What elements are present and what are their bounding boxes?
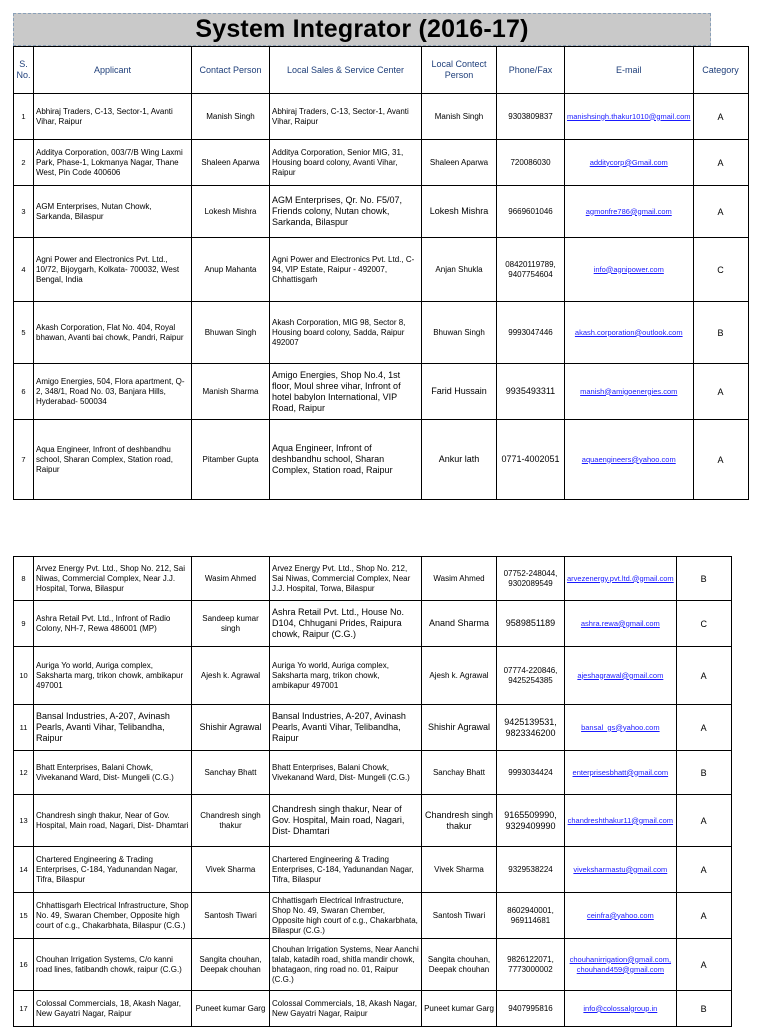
cell-contact: Manish Sharma <box>192 364 270 420</box>
cell-sno: 14 <box>14 847 34 893</box>
table-row <box>14 140 749 186</box>
email-link[interactable]: ashra.rewa@gmail.com <box>565 601 677 647</box>
cell-center: Bhatt Enterprises, Balani Chowk, Vivekanand Ward, Dist- Mungeli (C.G.) <box>270 751 422 795</box>
cell-category: A <box>693 94 748 140</box>
cell-contact: Puneet kumar Garg <box>192 991 270 1027</box>
cell-category: A <box>676 795 731 847</box>
table-row <box>14 991 732 1027</box>
cell-contact: Bhuwan Singh <box>192 302 270 364</box>
table-row <box>14 302 749 364</box>
cell-phone: 9303809837 <box>497 94 565 140</box>
header-local-contact: Local Contect Person <box>422 47 497 94</box>
email-link[interactable]: info@colossalgroup.in <box>565 991 677 1027</box>
cell-contact: Chandresh singh thakur <box>192 795 270 847</box>
email-link[interactable]: ajeshagrawal@gmail.com <box>565 647 677 705</box>
cell-category: A <box>676 893 731 939</box>
cell-center: AGM Enterprises, Qr. No. F5/07, Friends colony, Nutan chowk, Sarkanda, Bilaspur <box>270 186 422 238</box>
title-bar <box>13 13 711 46</box>
table-row <box>14 186 749 238</box>
email-link[interactable]: info@agnipower.com <box>565 238 694 302</box>
table-row <box>14 939 732 991</box>
cell-applicant: Arvez Energy Pvt. Ltd., Shop No. 212, Sai Niwas, Commercial Complex, Near J.J. Hospital, Torwa, Bilaspur <box>34 557 192 601</box>
cell-category: A <box>693 420 748 500</box>
table-row <box>14 705 732 751</box>
cell-contact: Wasim Ahmed <box>192 557 270 601</box>
cell-center: Agni Power and Electronics Pvt. Ltd., C-94, VIP Estate, Raipur - 492007, Chhattisgarh <box>270 238 422 302</box>
email-link[interactable]: manishsingh.thakur1010@gmail.com <box>565 94 694 140</box>
cell-contact: Shishir Agrawal <box>192 705 270 751</box>
cell-local-contact: Shishir Agrawal <box>422 705 497 751</box>
cell-sno: 15 <box>14 893 34 939</box>
cell-phone: 9589851189 <box>497 601 565 647</box>
email-link[interactable]: enterprisesbhatt@gmail.com <box>565 751 677 795</box>
cell-sno: 1 <box>14 94 34 140</box>
cell-phone: 07774-220846, 9425254385 <box>497 647 565 705</box>
cell-category: A <box>676 705 731 751</box>
header-row <box>14 47 749 94</box>
email-link[interactable]: ceinfra@yahoo.com <box>565 893 677 939</box>
cell-category: A <box>676 647 731 705</box>
cell-applicant: AGM Enterprises, Nutan Chowk, Sarkanda, Bilaspur <box>34 186 192 238</box>
header-center: Local Sales & Service Center <box>270 47 422 94</box>
cell-category: C <box>693 238 748 302</box>
cell-local-contact: Bhuwan Singh <box>422 302 497 364</box>
table-row <box>14 420 749 500</box>
cell-sno: 5 <box>14 302 34 364</box>
cell-applicant: Auriga Yo world, Auriga complex, Saksharta marg, trikon chowk, ambikapur 497001 <box>34 647 192 705</box>
email-link[interactable]: additycorp@Gmail.com <box>565 140 694 186</box>
cell-category: A <box>676 847 731 893</box>
integrator-table-2 <box>13 556 732 1027</box>
cell-applicant: Agni Power and Electronics Pvt. Ltd., 10/72, Bijoygarh, Kolkata- 700032, West Bengal, India <box>34 238 192 302</box>
cell-contact: Shaleen Aparwa <box>192 140 270 186</box>
email-link[interactable]: chandreshthakur11@gmail.com <box>565 795 677 847</box>
cell-sno: 17 <box>14 991 34 1027</box>
cell-sno: 9 <box>14 601 34 647</box>
cell-local-contact: Shaleen Aparwa <box>422 140 497 186</box>
cell-phone: 9826122071, 7773000002 <box>497 939 565 991</box>
email-link[interactable]: bansal_gs@yahoo.com <box>565 705 677 751</box>
cell-phone: 9329538224 <box>497 847 565 893</box>
email-link[interactable]: agmonfre786@gmail.com <box>565 186 694 238</box>
cell-center: Additya Corporation, Senior MIG, 31, Housing board colony, Avanti Vihar, Raipur <box>270 140 422 186</box>
cell-center: Aqua Engineer, Infront of deshbandhu school, Sharan Complex, Station road, Raipur <box>270 420 422 500</box>
header-phone: Phone/Fax <box>497 47 565 94</box>
cell-phone: 9425139531, 9823346200 <box>497 705 565 751</box>
cell-sno: 3 <box>14 186 34 238</box>
cell-applicant: Aqua Engineer, Infront of deshbandhu school, Sharan Complex, Station road, Raipur <box>34 420 192 500</box>
cell-contact: Lokesh Mishra <box>192 186 270 238</box>
cell-contact: Ajesh k. Agrawal <box>192 647 270 705</box>
cell-applicant: Akash Corporation, Flat No. 404, Royal bhawan, Avanti bai chowk, Pandri, Raipur <box>34 302 192 364</box>
cell-applicant: Abhiraj Traders, C-13, Sector-1, Avanti Vihar, Raipur <box>34 94 192 140</box>
table-row <box>14 795 732 847</box>
cell-sno: 6 <box>14 364 34 420</box>
cell-applicant: Chhattisgarh Electrical Infrastructure, Shop No. 49, Swaran Chember, Opposite high court of c.g., Chakarbhata, Bilaspur (C.G.) <box>34 893 192 939</box>
cell-local-contact: Ajesh k. Agrawal <box>422 647 497 705</box>
cell-applicant: Chandresh singh thakur, Near of Gov. Hospital, Main road, Nagari, Dist- Dhamtari <box>34 795 192 847</box>
cell-applicant: Bhatt Enterprises, Balani Chowk, Vivekanand Ward, Dist- Mungeli (C.G.) <box>34 751 192 795</box>
cell-category: C <box>676 601 731 647</box>
cell-local-contact: Santosh Tiwari <box>422 893 497 939</box>
cell-local-contact: Anjan Shukla <box>422 238 497 302</box>
cell-applicant: Colossal Commercials, 18, Akash Nagar, New Gayatri Nagar, Raipur <box>34 991 192 1027</box>
cell-phone: 9993047446 <box>497 302 565 364</box>
table-row <box>14 601 732 647</box>
email-link[interactable]: arvezenergy.pvt.ltd.@gmail.com <box>565 557 677 601</box>
cell-sno: 2 <box>14 140 34 186</box>
cell-phone: 08420119789, 9407754604 <box>497 238 565 302</box>
cell-local-contact: Anand Sharma <box>422 601 497 647</box>
cell-phone: 9935493311 <box>497 364 565 420</box>
email-link[interactable]: aquaengineers@yahoo.com <box>565 420 694 500</box>
cell-local-contact: Lokesh Mishra <box>422 186 497 238</box>
cell-local-contact: Farid Hussain <box>422 364 497 420</box>
table-row <box>14 893 732 939</box>
cell-phone: 9993034424 <box>497 751 565 795</box>
table-row <box>14 94 749 140</box>
cell-center: Colossal Commercials, 18, Akash Nagar, New Gayatri Nagar, Raipur <box>270 991 422 1027</box>
cell-category: B <box>676 751 731 795</box>
cell-phone: 720086030 <box>497 140 565 186</box>
cell-category: A <box>676 939 731 991</box>
cell-local-contact: Sangita chouhan, Deepak chouhan <box>422 939 497 991</box>
header-contact: Contact Person <box>192 47 270 94</box>
cell-phone: 07752-248044, 9302089549 <box>497 557 565 601</box>
cell-contact: Sandeep kumar singh <box>192 601 270 647</box>
cell-sno: 13 <box>14 795 34 847</box>
cell-applicant: Chartered Engineering & Trading Enterprises, C-184, Yadunandan Nagar, Tifra, Bilaspur <box>34 847 192 893</box>
cell-center: Akash Corporation, MIG 98, Sector 8, Housing board colony, Sadda, Raipur 492007 <box>270 302 422 364</box>
cell-center: Chandresh singh thakur, Near of Gov. Hospital, Main road, Nagari, Dist- Dhamtari <box>270 795 422 847</box>
cell-local-contact: Vivek Sharma <box>422 847 497 893</box>
cell-phone: 0771-4002051 <box>497 420 565 500</box>
cell-sno: 4 <box>14 238 34 302</box>
table-row <box>14 647 732 705</box>
header-applicant: Applicant <box>34 47 192 94</box>
cell-category: A <box>693 364 748 420</box>
cell-contact: Sanchay Bhatt <box>192 751 270 795</box>
cell-local-contact: Ankur lath <box>422 420 497 500</box>
table-row <box>14 238 749 302</box>
cell-center: Abhiraj Traders, C-13, Sector-1, Avanti Vihar, Raipur <box>270 94 422 140</box>
cell-contact: Pitamber Gupta <box>192 420 270 500</box>
cell-center: Arvez Energy Pvt. Ltd., Shop No. 212, Sai Niwas, Commercial Complex, Near J.J. Hospital, Torwa, Bilaspur <box>270 557 422 601</box>
page-title: System Integrator (2016-17) <box>195 15 529 43</box>
cell-center: Chhattisgarh Electrical Infrastructure, Shop No. 49, Swaran Chember, Opposite high court of c.g., Chakarbhata, Bilaspur (C.G.) <box>270 893 422 939</box>
cell-phone: 9165509990, 9329409990 <box>497 795 565 847</box>
cell-sno: 16 <box>14 939 34 991</box>
table-row <box>14 557 732 601</box>
cell-sno: 12 <box>14 751 34 795</box>
cell-contact: Sangita chouhan, Deepak chouhan <box>192 939 270 991</box>
cell-category: A <box>693 140 748 186</box>
cell-category: B <box>676 557 731 601</box>
table-row <box>14 847 732 893</box>
cell-center: Chouhan Irrigation Systems, Near Aanchi talab, katadih road, shitla mandir chowk, bhatagaon, ring road no. 01, Raipur (C.G.) <box>270 939 422 991</box>
cell-sno: 8 <box>14 557 34 601</box>
cell-local-contact: Manish Singh <box>422 94 497 140</box>
header-sno: S. No. <box>14 47 34 94</box>
cell-local-contact: Sanchay Bhatt <box>422 751 497 795</box>
cell-contact: Vivek Sharma <box>192 847 270 893</box>
table-row <box>14 364 749 420</box>
cell-sno: 7 <box>14 420 34 500</box>
cell-phone: 9669601046 <box>497 186 565 238</box>
cell-sno: 11 <box>14 705 34 751</box>
cell-applicant: Chouhan Irrigation Systems, C/o kanni road lines, fatibandh chowk, raipur (C.G.) <box>34 939 192 991</box>
cell-local-contact: Chandresh singh thakur <box>422 795 497 847</box>
cell-category: B <box>676 991 731 1027</box>
table-row <box>14 751 732 795</box>
cell-center: Bansal Industries, A-207, Avinash Pearls, Avanti Vihar, Telibandha, Raipur <box>270 705 422 751</box>
cell-center: Chartered Engineering & Trading Enterprises, C-184, Yadunandan Nagar, Tifra, Bilaspur <box>270 847 422 893</box>
cell-phone: 8602940001, 969114681 <box>497 893 565 939</box>
cell-phone: 9407995816 <box>497 991 565 1027</box>
cell-center: Amigo Energies, Shop No.4, 1st floor, Moul shree vihar, Infront of hotel babylon International, VIP Road, Raipur <box>270 364 422 420</box>
cell-applicant: Bansal Industries, A-207, Avinash Pearls, Avanti Vihar, Telibandha, Raipur <box>34 705 192 751</box>
cell-category: A <box>693 186 748 238</box>
cell-contact: Anup Mahanta <box>192 238 270 302</box>
email-link[interactable]: viveksharmastu@gmail.com <box>565 847 677 893</box>
cell-center: Ashra Retail Pvt. Ltd., House No. D104, Chhugani Prides, Raipura chowk, Raipur (C.G.) <box>270 601 422 647</box>
cell-contact: Santosh Tiwari <box>192 893 270 939</box>
email-link[interactable]: chouhanirrigation@gmail.com, chouhand459@gmail.com <box>565 939 677 991</box>
cell-applicant: Amigo Energies, 504, Flora apartment, Q-2, 348/1, Road No. 03, Banjara Hills, Hyderabad- 500034 <box>34 364 192 420</box>
cell-local-contact: Puneet kumar Garg <box>422 991 497 1027</box>
cell-contact: Manish Singh <box>192 94 270 140</box>
header-email: E-mail <box>565 47 694 94</box>
cell-sno: 10 <box>14 647 34 705</box>
cell-applicant: Additya Corporation, 003/7/B Wing Laxmi Park, Phase-1, Lokmanya Nagar, Thane West, Pin Code 400606 <box>34 140 192 186</box>
cell-category: B <box>693 302 748 364</box>
header-category: Category <box>693 47 748 94</box>
cell-applicant: Ashra Retail Pvt. Ltd., Infront of Radio Colony, NH-7, Rewa 486001 (MP) <box>34 601 192 647</box>
cell-center: Auriga Yo world, Auriga complex, Saksharta marg, trikon chowk, ambikapur 497001 <box>270 647 422 705</box>
cell-local-contact: Wasim Ahmed <box>422 557 497 601</box>
email-link[interactable]: akash.corporation@outlook.com <box>565 302 694 364</box>
integrator-table-1 <box>13 46 749 500</box>
email-link[interactable]: manish@amigoenergies.com <box>565 364 694 420</box>
